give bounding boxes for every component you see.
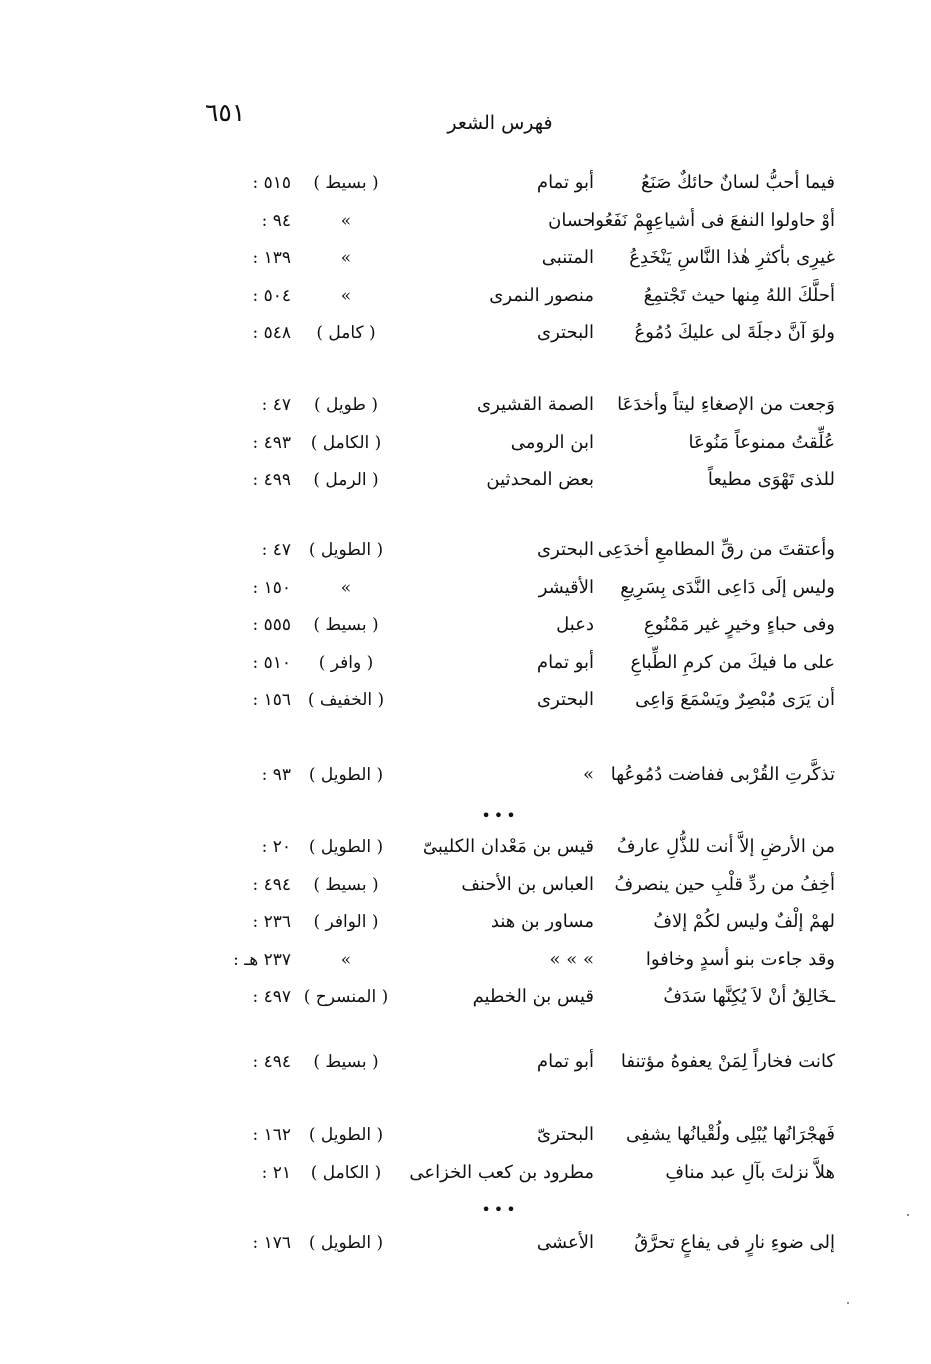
meter-name: ( الوافر ) — [313, 912, 379, 932]
index-row — [0, 685, 931, 715]
page-reference: ١٧٦ : — [252, 1233, 291, 1253]
poet-name: المتنبى — [541, 247, 594, 268]
poet-name: البحترى — [537, 539, 594, 560]
index-row — [0, 1120, 931, 1150]
verse-text: وأعتقتَ من رقِّ المطامعِ أخدَعِى — [597, 539, 835, 560]
poet-name: الأعشى — [536, 1232, 594, 1253]
meter-name: ( بسيط ) — [313, 615, 379, 635]
meter-name: ( الطويل ) — [308, 837, 384, 857]
page-title: فهرس الشعر — [447, 112, 553, 134]
section-separator: ••• — [481, 806, 519, 825]
page-reference: ١٦٢ : — [252, 1125, 291, 1145]
meter-name: » — [340, 248, 352, 268]
poet-name: مطرود بن كعب الخزاعى — [409, 1161, 594, 1183]
page-reference: ٥٤٨ : — [252, 323, 291, 343]
poet-name: قيس بن مَعْدان الكليبىّ — [422, 836, 594, 857]
poet-name: منصور النمرى — [489, 284, 594, 306]
meter-name: ( بسيط ) — [313, 173, 379, 193]
verse-text: على ما فيكَ من كرمِ الطِّباعِ — [630, 651, 835, 673]
page-reference: ٥٥٥ : — [252, 615, 291, 635]
meter-name: ( الطويل ) — [308, 1125, 384, 1145]
poet-name: قيس بن الخطيم — [472, 986, 594, 1007]
index-row — [0, 281, 931, 311]
verse-text: هلاَّ نزلتَ بآلِ عبد منافِ — [665, 1161, 835, 1183]
verse-text: وفى حباءٍ وخيرٍ غير مَمْنُوعِ — [643, 614, 835, 635]
page-reference: ٤٩٤ : — [252, 874, 291, 895]
index-row — [0, 982, 931, 1012]
meter-name: ( الطويل ) — [308, 765, 384, 785]
page-number: ٦٥١ — [205, 98, 246, 127]
meter-name: ( بسيط ) — [313, 1052, 379, 1072]
poet-name: بعض المحدثين — [486, 469, 594, 490]
index-row — [0, 243, 931, 273]
index-row — [0, 535, 931, 565]
page-reference: ٩٤ : — [261, 210, 291, 231]
poet-name: » — [582, 764, 594, 785]
verse-text: كانت فخاراً لِمَنْ يعفوهُ مؤتنفا — [620, 1051, 835, 1072]
poet-name: » » » — [549, 948, 594, 970]
index-row — [0, 610, 931, 640]
poet-name: البحترى — [537, 689, 594, 710]
poet-name: حسان — [548, 209, 594, 231]
verse-text: تذكَّرتِ القُرْبى ففاضت دُمُوعُها — [610, 764, 835, 785]
poet-name: مساور بن هند — [490, 911, 594, 932]
meter-name: ( المنسرح ) — [303, 987, 389, 1007]
page-reference: ٢٣٦ : — [252, 912, 291, 932]
verse-text: عُلِّقتُ ممنوعاً مَنُوعَا — [688, 431, 835, 453]
verse-text: وَجعت من الإصغاءِ ليتاً وأخدَعَا — [617, 394, 835, 415]
verse-text: وقد جاءت بنو أسدٍ وخافوا — [645, 948, 835, 970]
page-reference: ٤٩٧ : — [252, 987, 291, 1007]
index-row — [0, 390, 931, 420]
poet-name: البحترىّ — [537, 1124, 594, 1145]
page-reference: ١٣٩ : — [252, 248, 291, 268]
index-row — [0, 1158, 931, 1188]
verse-text: أن يَرَى مُبْصِرٌ ويَسْمَعَ وَاعِى — [635, 689, 835, 710]
page-reference: ٢٣٧ هـ : — [233, 949, 291, 970]
page-reference: ٩٣ : — [261, 765, 291, 785]
index-row — [0, 1047, 931, 1077]
poet-name: أبو تمام — [536, 1051, 594, 1072]
meter-name: ( وافر ) — [318, 652, 374, 673]
verse-text: للذى تَهْوَى مطيعاً — [707, 469, 835, 490]
poet-name: الأقيشر — [538, 576, 594, 598]
page-reference: ٤٧ : — [261, 395, 291, 415]
index-row — [0, 318, 931, 348]
page-reference: ٥١٥ : — [252, 173, 291, 193]
verse-text: أوْ حاولوا النفعَ فى أشياعِهِمْ نَفَعُوا — [590, 209, 835, 231]
page-reference: ١٥٠ : — [252, 577, 291, 598]
page-reference: ٥١٠ : — [252, 652, 291, 673]
page-reference: ٤٩٤ : — [252, 1052, 291, 1072]
index-row — [0, 1228, 931, 1258]
verse-text: لهمْ إلْفٌ وليس لكُمْ إلافُ — [653, 911, 835, 932]
poet-name: أبو تمام — [536, 651, 594, 673]
verse-text: من الأرضِ إلاَّ أنت للذُّلِ عارفُ — [616, 836, 835, 857]
page-reference: ١٥٦ : — [252, 690, 291, 710]
meter-name: ( الخفيف ) — [307, 690, 385, 710]
index-row — [0, 428, 931, 458]
page-reference: ٤٩٩ : — [252, 470, 291, 490]
meter-name: ( كامل ) — [316, 323, 376, 343]
page-reference: ٢٠ : — [261, 837, 291, 857]
meter-name: ( الطويل ) — [308, 540, 384, 560]
meter-name: ( بسيط ) — [313, 874, 379, 895]
index-row — [0, 870, 931, 900]
section-separator: ••• — [481, 1200, 519, 1219]
index-row — [0, 832, 931, 862]
speck — [907, 1214, 909, 1216]
index-row — [0, 907, 931, 937]
poet-name: أبو تمام — [536, 172, 594, 193]
meter-name: ( الكامل ) — [310, 432, 382, 453]
meter-name: ( الكامل ) — [310, 1162, 382, 1183]
index-row — [0, 945, 931, 975]
index-row — [0, 760, 931, 790]
page-reference: ٤٧ : — [261, 540, 291, 560]
verse-text: ولوَ آنَّ دجلَةَ لى عليكَ دُمُوعُ — [634, 322, 835, 343]
verse-text: فَهجْرَانُها يُبْلِى ولُقْيانُها يشفِى — [626, 1124, 835, 1145]
meter-name: ( الرمل ) — [313, 470, 379, 490]
verse-text: ـخَالِقُ أنْ لاَ يُكِنَّها سَدَفُ — [663, 986, 835, 1007]
verse-text: أحلَّكَ اللهُ مِنها حيث تَجْتمِعُ — [643, 284, 835, 306]
verse-text: فيما أحبُّ لسانٌ حائكٌ صَنَعُ — [641, 172, 835, 193]
verse-text: أخِفُ من ردِّ قلْبِ حين ينصرفُ — [614, 873, 835, 895]
verse-text: وليس إلَى دَاعِى النَّدَى بِسَرِيعِ — [620, 576, 835, 598]
poet-name: دعبل — [556, 614, 594, 635]
meter-name: ( طويل ) — [314, 395, 378, 415]
poet-name: البحترى — [537, 322, 594, 343]
index-row — [0, 168, 931, 198]
poet-name: ابن الرومى — [510, 431, 594, 453]
poet-name: العباس بن الأحنف — [461, 873, 594, 895]
meter-name: ( الطويل ) — [308, 1233, 384, 1253]
index-row — [0, 465, 931, 495]
meter-name: » — [340, 210, 352, 231]
page-reference: ٥٠٤ : — [252, 285, 291, 306]
meter-name: » — [340, 577, 352, 598]
page-reference: ٢١ : — [261, 1162, 291, 1183]
index-row — [0, 573, 931, 603]
speck — [847, 1302, 849, 1304]
verse-text: غيرِى بأكثرِ هٰذا النَّاسِ يَنْخَدِعُ — [629, 247, 835, 268]
meter-name: » — [340, 285, 352, 306]
page-reference: ٤٩٣ : — [252, 432, 291, 453]
verse-text: إلى ضوءِ نارٍ فى يفاعٍ تحرَّقُ — [634, 1232, 835, 1253]
index-row — [0, 206, 931, 236]
meter-name: » — [340, 949, 352, 970]
index-row — [0, 648, 931, 678]
poet-name: الصمة القشيرى — [477, 394, 594, 415]
